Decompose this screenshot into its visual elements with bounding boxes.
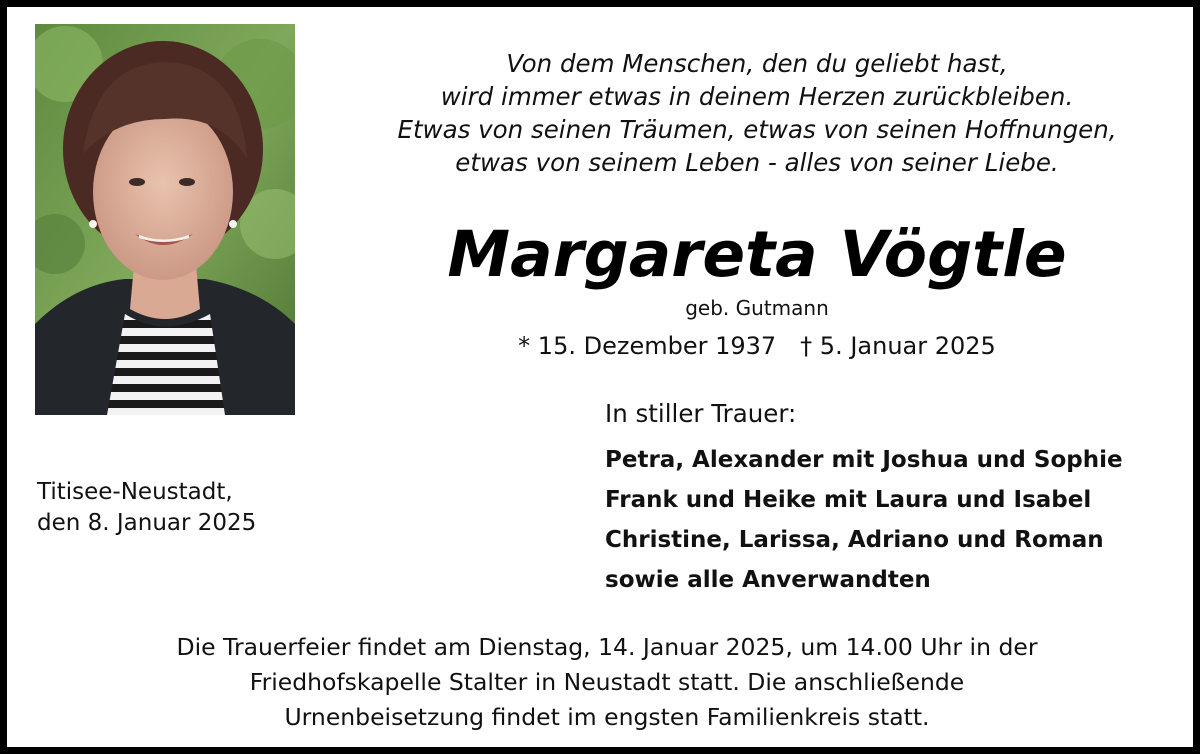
notice-line: Urnenbeisetzung findet im engsten Familienkreis statt. bbox=[284, 703, 930, 731]
notice-line: Friedhofskapelle Stalter in Neustadt statt. Die anschließende bbox=[249, 668, 965, 696]
quote-line: etwas von seinem Leben - alles von seiner Liebe. bbox=[455, 148, 1059, 177]
mourner-line: Frank und Heike mit Laura und Isabel bbox=[605, 487, 1092, 513]
memorial-quote bbox=[337, 47, 1177, 179]
mourner-line: Christine, Larissa, Adriano und Roman bbox=[605, 527, 1104, 553]
place-line: Titisee-Neustadt, bbox=[37, 479, 233, 505]
maiden-name: geb. Gutmann bbox=[685, 296, 829, 320]
mourner-line: Petra, Alexander mit Joshua und Sophie bbox=[605, 447, 1123, 473]
date-line: den 8. Januar 2025 bbox=[37, 510, 257, 536]
quote-line: Von dem Menschen, den du geliebt hast, bbox=[506, 49, 1008, 78]
quote-line: Etwas von seinen Träumen, etwas von seinen Hoffnungen, bbox=[397, 115, 1117, 144]
deceased-name: Margareta Vögtle bbox=[447, 218, 1067, 291]
death-date: † 5. Januar 2025 bbox=[800, 332, 996, 360]
mourning-heading: In stiller Trauer: bbox=[605, 399, 797, 428]
portrait-photo bbox=[35, 24, 295, 415]
birth-date: * 15. Dezember 1937 bbox=[518, 332, 777, 360]
mourners-list bbox=[605, 440, 1123, 600]
place-and-date bbox=[37, 477, 256, 539]
mourner-line: sowie alle Anverwandten bbox=[605, 567, 931, 593]
life-dates bbox=[337, 329, 1177, 363]
notice-line: Die Trauerfeier findet am Dienstag, 14. Januar 2025, um 14.00 Uhr in der bbox=[176, 633, 1038, 661]
quote-line: wird immer etwas in deinem Herzen zurückbleiben. bbox=[440, 82, 1074, 111]
funeral-notice bbox=[37, 630, 1177, 735]
